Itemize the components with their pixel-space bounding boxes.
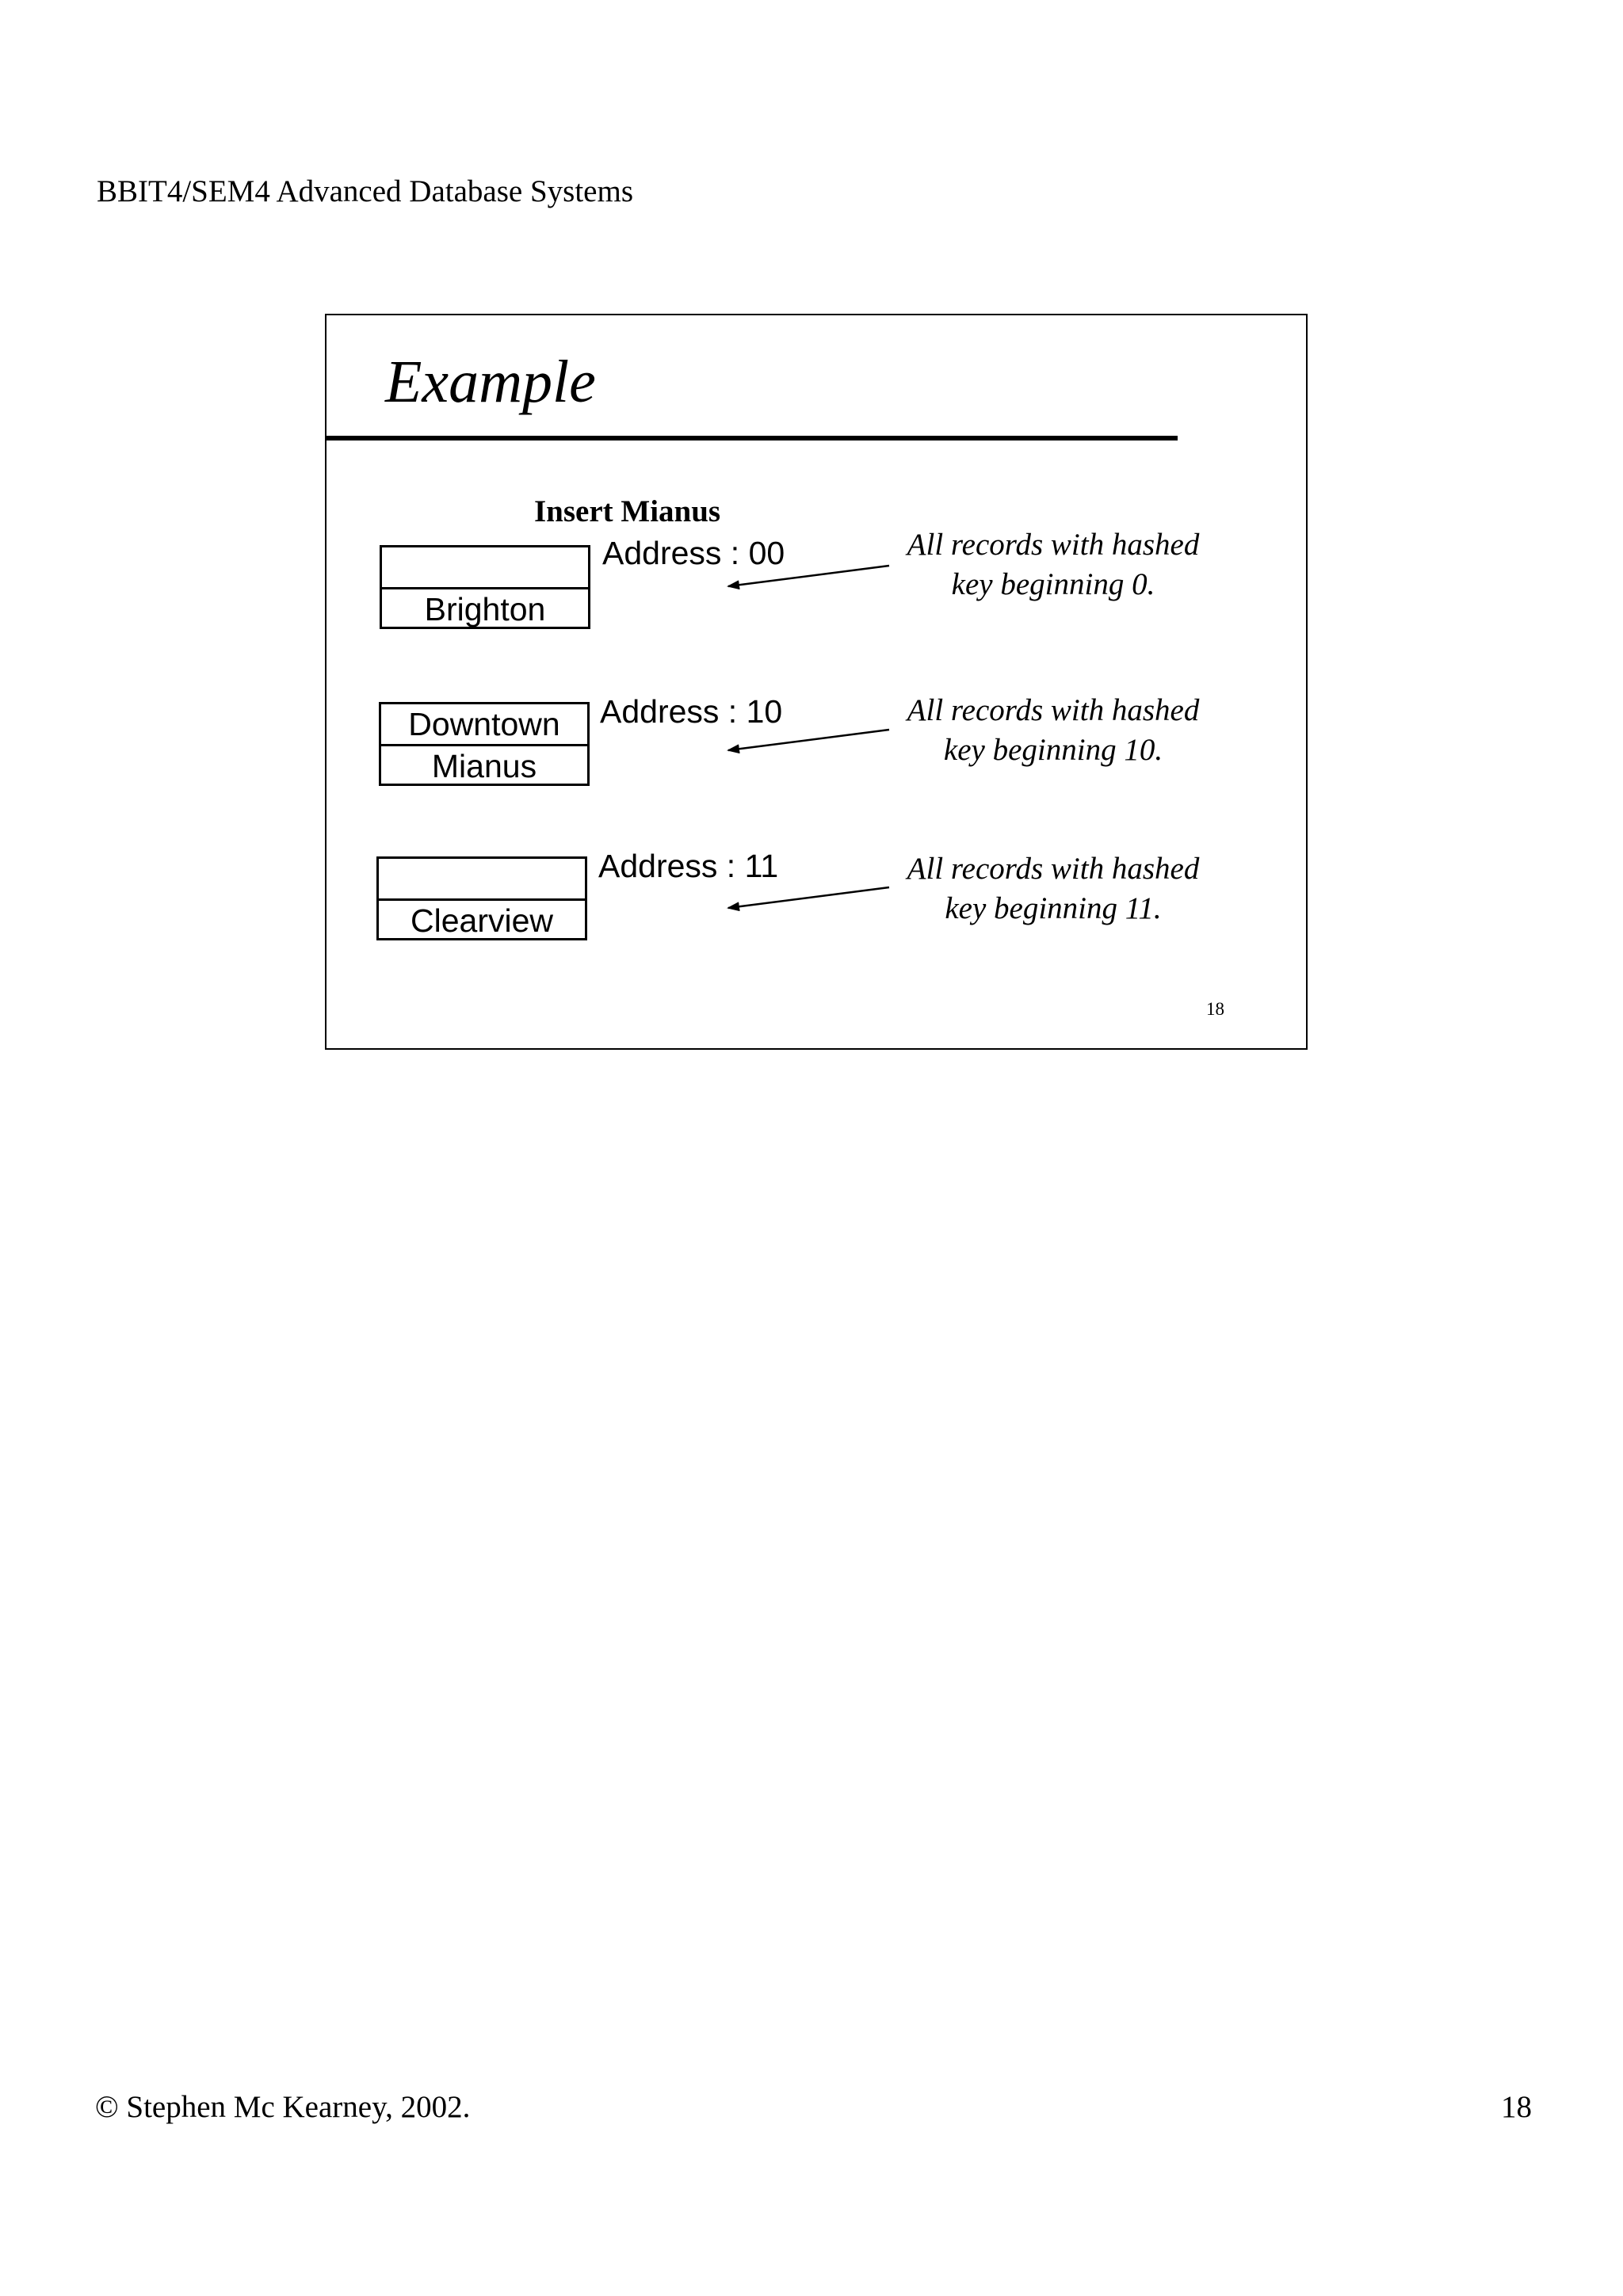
bucket-slot: Clearview [379,898,585,938]
arrow-11 [728,887,889,908]
note-line: All records with hashed [907,852,1200,886]
slide-title: Example [385,349,596,415]
address-label-00: Address : 00 [602,535,785,571]
bucket-slot: Downtown [408,706,560,742]
bucket-slot: Mianus [381,744,587,784]
course-header: BBIT4/SEM4 Advanced Database Systems [97,174,633,208]
address-label-11: Address : 11 [598,848,779,884]
bucket-slot: Brighton [382,587,588,627]
note-line: All records with hashed [907,693,1200,727]
arrow-00 [728,566,889,586]
footer-copyright: © Stephen Mc Kearney, 2002. [95,2090,471,2124]
note-line: key beginning 10. [943,733,1163,767]
footer-page-number: 18 [1501,2090,1532,2124]
note-line: key beginning 11. [945,891,1162,925]
address-label-10: Address : 10 [600,693,783,730]
insert-label: Insert Mianus [534,494,721,528]
note-line: All records with hashed [907,528,1200,562]
arrows-layer [327,315,1309,1051]
note-line: key beginning 0. [951,567,1155,601]
slide-frame [325,314,1308,1050]
slide-number: 18 [1206,999,1224,1019]
arrow-10 [728,730,889,750]
